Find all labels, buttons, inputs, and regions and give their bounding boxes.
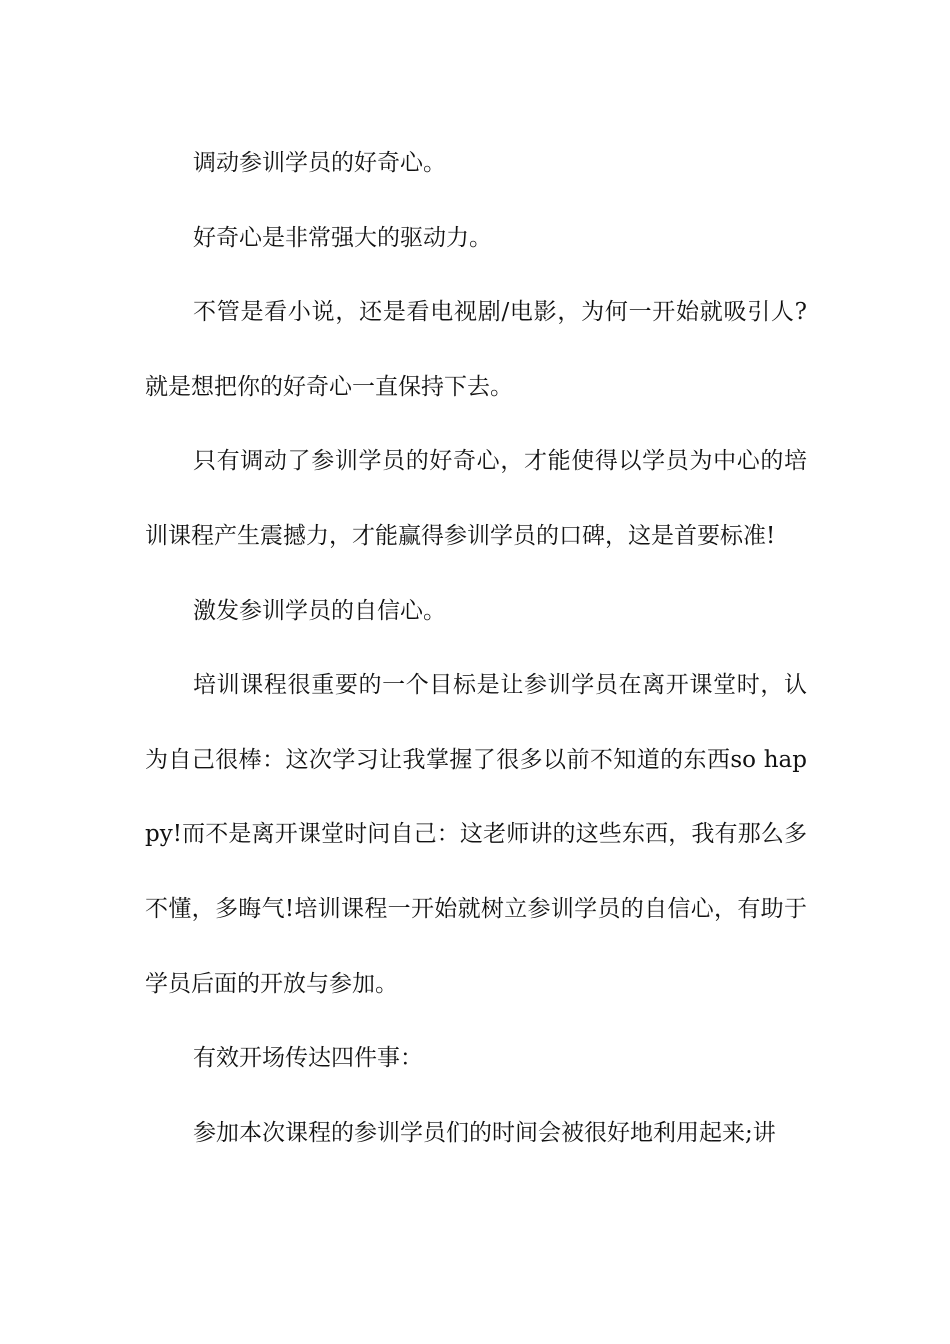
paragraph-curiosity-importance: 只有调动了参训学员的好奇心，才能使得以学员为中心的培训课程产生震撼力，才能赢得参训学员的口碑，这是首要标准! — [145, 448, 807, 549]
paragraph-time-usage: 参加本次课程的参训学员们的时间会被很好地利用起来;讲 — [193, 1119, 776, 1146]
document-body — [145, 126, 807, 1170]
paragraph-novel-example: 不管是看小说，还是看电视剧/电影，为何一开始就吸引人?就是想把你的好奇心一直保持下去。 — [145, 299, 807, 400]
paragraph-curiosity-heading: 调动参训学员的好奇心。 — [193, 150, 446, 176]
paragraph-confidence-heading: 激发参训学员的自信心。 — [193, 597, 446, 624]
paragraph-curiosity-drive: 好奇心是非常强大的驱动力。 — [193, 224, 492, 251]
paragraph-confidence-goal: 培训课程很重要的一个目标是让参训学员在离开课堂时，认为自己很棒：这次学习让我掌握了很多以前不知道的东西so happy!而不是离开课堂时问自己：这老师讲的这些东西，我有那么多不懂，多晦气!培训课程一开始就树立参训学员的自信心，有助于学员后面的开放与参加。 — [145, 672, 807, 997]
paragraph-four-things-heading: 有效开场传达四件事： — [193, 1045, 423, 1072]
